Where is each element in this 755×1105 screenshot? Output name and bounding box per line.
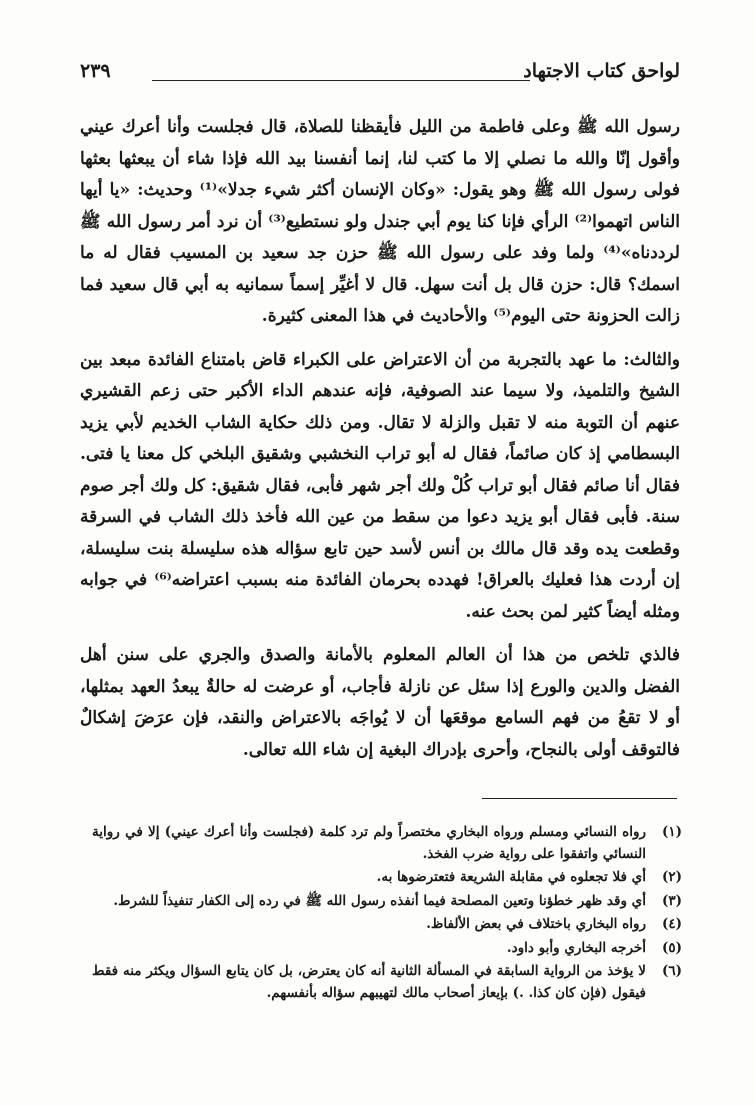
footnote-text: لا يؤخذ من الرواية السابقة في المسألة الثانية أنه كان يعترض، بل كان يتابع السؤال ويكثر منه فقط فيقول (فإن كان كذا. .) بإيعاز أصحاب مالك لتهيبهم سؤاله بأنفسهم. <box>92 963 646 1001</box>
paragraph: فالذي تلخص من هذا أن العالم المعلوم بالأمانة والصدق والجري على سنن أهل الفضل والدين والورع إذا سئل عن نازلة فأجاب، أو عرضت له حالةٌ يبعدُ العهد بمثلها، أو لا تقعُ من فهم السامع موقعَها أن لا يُواجَه بالاعتراض والنقد، فإن عرَضَ إشكالٌ فالتوقف أولى بالنجاح، وأحرى بإدراك البغية إن شاء الله تعالى. <box>80 645 680 760</box>
footnote-text: أي فلا تجعلوه في مقابلة الشريعة فتعترضوها به. <box>376 869 646 885</box>
paragraph: رسول الله ﷺ وعلى فاطمة من الليل فأيقظنا للصلاة، قال فجلست وأنا أعرك عيني وأقول إنّا والله ما نصلي إلا ما كتب لنا، إنما أنفسنا بيد الله فإذا شاء أن يبعثها بعثها فولى رسول الله ﷺ وهو يقول: «وكان الإنسان أكثر شيء جدلا»⁽¹⁾ وحديث: «يا أيها الناس اتهموا⁽²⁾ الرأي فإنا كنا يوم أبي جندل ولو نستطيع⁽³⁾ أن نرد أمر رسول الله ﷺ لرددناه»⁽⁴⁾ ولما وفد على رسول الله ﷺ حزن جد سعيد بن المسيب فقال له ما اسمك؟ قال: حزن قال بل أنت سهل. قال لا أغيِّر إسماً سمانيه به أبي قال سعيد فما زالت الحزونة حتى اليوم⁽⁵⁾ والأحاديث في هذا المعنى كثيرة. <box>80 117 681 326</box>
paragraph: والثالث: ما عهد بالتجربة من أن الاعتراض على الكبراء قاض بامتناع الفائدة مبعد بين الشيخ والتلميذ، ولا سيما عند الصوفية، فإنه عندهم الداء الأكبر حتى زعم القشيري عنهم أن التوبة منه لا تقبل والزلة لا تقال. ومن ذلك حكاية الشاب الخديم لأبي يزيد البسطامي إذ كان صائماً، فقال له أبو تراب النخشبي وشقيق البلخي كل معنا يا فتى. فقال أنا صائم فقال أبو تراب كُلْ ولك أجر شهر فأبى، فقال شقيق: كل ولك أجر صوم سنة. فأبى فقال أبو يزيد دعوا من سقط من عين الله فأخذ ذلك الشاب في السرقة وقطعت يده وقد قال مالك بن أنس لأسد حين تابع سؤاله هذه سليسلة بنت سليسلة، إن أردت هذا فعليك بالعراق! فهدده بحرمان الفائدة منه بسبب اعتراضه⁽⁶⁾ في جوابه ومثله أيضاً كثير لمن بحث عنه. <box>80 349 681 622</box>
footnote <box>92 938 682 960</box>
footnote <box>92 822 682 865</box>
footnote-number: (٣) <box>661 892 682 909</box>
footnote-separator <box>482 798 677 799</box>
footnote <box>92 961 682 1004</box>
footnote-number: (١) <box>661 824 682 840</box>
running-title: لواحق كتاب الاجتهاد <box>523 60 680 82</box>
footnote-number: (٢) <box>661 869 682 885</box>
page-header <box>80 58 680 88</box>
main-text <box>80 112 680 766</box>
footnote <box>92 891 682 913</box>
footnote-text: أخرجه البخاري وأبو داود. <box>506 939 646 956</box>
footnote <box>92 914 682 936</box>
footnote-number: (٦) <box>661 963 682 979</box>
footnote-number: (٥) <box>661 939 682 956</box>
footnote-number: (٤) <box>661 916 682 932</box>
footnote-text: أي وقد ظهر خطؤنا وتعين المصلحة فيما أنفذه رسول الله ﷺ في رده إلى الكفار تنفيذاً للشرط. <box>113 892 646 909</box>
footnote <box>92 867 682 889</box>
header-rule <box>152 80 530 81</box>
page-number: ٢٣٩ <box>80 60 111 82</box>
footnote-text: رواه البخاري باختلاف في بعض الألفاظ. <box>426 916 646 932</box>
footnotes <box>92 822 682 1006</box>
footnote-text: رواه النسائي ومسلم ورواه البخاري مختصراً ولم ترد كلمة (فجلست وأنا أعرك عيني) إلا في رواية النسائي واتفقوا على رواية ضرب الفخذ. <box>92 824 646 862</box>
